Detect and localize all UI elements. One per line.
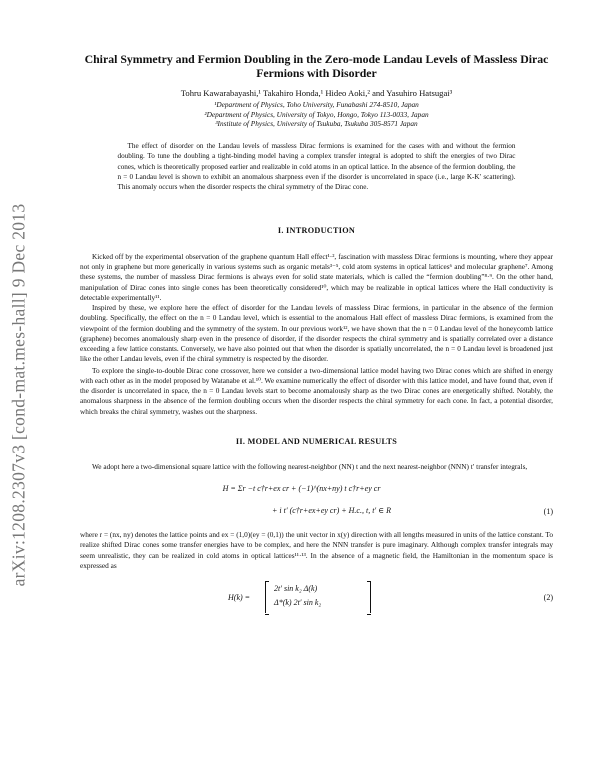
equation-2-lhs: H(k) = (228, 593, 251, 603)
paper-page (80, 52, 553, 617)
equation-1-number: (1) (543, 507, 553, 517)
equation-1-line-2 (80, 502, 553, 524)
arxiv-id-text: arXiv:1208.2307v3 [cond-mat.mes-hall] 9 Dec 2013 (8, 203, 29, 587)
affiliation-1: ¹Department of Physics, Toho University, Funabashi 274-8510, Japan (214, 100, 419, 109)
matrix-row-2: Δ*(k) 2t′ sin k₂ (274, 598, 322, 608)
arxiv-identifier (4, 175, 34, 615)
section-heading-introduction: I. INTRODUCTION (277, 225, 356, 235)
equation-1-text-2: + i t′ (c†r+ex+ey cr) + H.c., t, t′ ∈ R (272, 506, 391, 516)
equation-2 (80, 581, 553, 617)
intro-paragraph-1: Kicked off by the experimental observation of the graphene quantum Hall effect¹·², fascination with massless Dirac fermions is mounting, where they appear not only in graphene but more generically in various systems such as organic metals³⁻⁵, cold atom systems in optical lattices⁶ and molecular graphene⁷. Among these systems, the number of massless Dirac fermions is always even for solid state materials, which is called the “fermion doubling”⁸·⁹. On the other hand, manipulation of Dirac cones into single cones has been theoretically considered¹⁰, which may be realizable in optical lattices where the Hall conductivity is detectable experimentally¹¹. (80, 251, 553, 302)
introduction-body (80, 252, 553, 417)
model-body-2 (80, 530, 553, 571)
matrix-row-1: 2t′ sin k₂ Δ(k) (274, 584, 318, 594)
paper-title: Chiral Symmetry and Fermion Doubling in the Zero-mode Landau Levels of Massless Dirac Fermions with Disorder (84, 52, 549, 80)
intro-paragraph-3: To explore the single-to-double Dirac cone crossover, here we consider a two-dimensional lattice model having two Dirac cones which are shifted in energy with each other as in the model proposed by Watanabe et al.¹⁰. We examine numerically the effect of disorder with this lattice model, and have found that, even if the disorder is uncorrelated in space, the n = 0 Landau levels start to become anomalously sharp as the two Dirac cones are energetically shifted. Notably, the anomalous sharpness in the absence of the fermion doubling occurs when the disorder respects the chiral symmetry for each cone. In fact, a potential disorder, which breaks the chiral symmetry, washes out the sharpness. (80, 365, 553, 416)
equation-1-text-1: H = Σr −t c†r+ex cr + (−1)^(nx+ny) t c†r+ey cr (222, 484, 381, 494)
affiliations (80, 100, 553, 129)
author-list: Tohru Kawarabayashi,¹ Takahiro Honda,¹ Hideo Aoki,² and Yasuhiro Hatsugai³ (180, 88, 453, 98)
equation-1-line-1 (80, 480, 553, 502)
equation-2-number: (2) (543, 593, 553, 603)
affiliation-2: ²Department of Physics, University of Tokyo, Hongo, Tokyo 113-0033, Japan (204, 109, 429, 119)
model-paragraph-1: We adopt here a two-dimensional square lattice with the following nearest-neighbor (NN) t and the next nearest-neighbor (NNN) t′ transfer integrals, (92, 461, 528, 471)
model-paragraph-2: where r = (nx, ny) denotes the lattice points and ex = (1,0)(ey = (0,1)) the unit vector in x(y) direction with all lengths measured in units of the lattice constant. To realize shifted Dirac cones some transfer energies have to be complex, and here the NNN transfer is pure imaginary. Although complex transfer integrals may seem unrealistic, they can be realized in cold atoms in optical lattices¹¹·¹³. In the absence of a magnetic field, the Hamiltonian in the momentum space is expressed as (80, 530, 553, 570)
section-heading-model: II. MODEL AND NUMERICAL RESULTS (235, 436, 398, 446)
abstract (118, 141, 516, 193)
abstract-text: The effect of disorder on the Landau levels of massless Dirac fermions is examined for the cases with and without the fermion doubling. To tune the doubling a tight-binding model having a complex transfer integral is adopted to shift the energies of two Dirac cones, which is theoretically proposed earlier and realizable in cold atoms in an optical lattice. In the absence of the fermion doubling, the n = 0 Landau level is shown to exhibit an anomalous sharpness even if the disorder is uncorrelated in space (i.e., large K-K′ scattering). This anomaly occurs when the disorder respects the chiral symmetry of the Dirac cone. (117, 141, 516, 192)
affiliation-3: ³Institute of Physics, University of Tsukuba, Tsukuba 305-8571 Japan (215, 119, 418, 129)
intro-paragraph-2: Inspired by these, we explore here the effect of disorder for the Landau levels of massless Dirac fermions, in particular in the absence of the fermion doubling. Specifically, the effect on the n = 0 Landau level, which is essential to the anomalous Hall effect of massless Dirac fermions, is examined from the viewpoint of the fermion doubling and the symmetry of the system. In our previous work¹², we have shown that the n = 0 Landau level of the honeycomb lattice (graphene) becomes anomalously sharp even in the presence of disorder, if the disorder respects the chiral symmetry and is spatially correlated over a distance exceeding a few lattice constants. Conversely, we have also pointed out that when the disorder is spatially uncorrelated, the n = 0 Landau level is broadened just like the other Landau levels, even if the chiral symmetry is respected by the disorder. (80, 303, 553, 364)
model-body (80, 462, 553, 472)
equation-2-matrix (265, 581, 371, 613)
